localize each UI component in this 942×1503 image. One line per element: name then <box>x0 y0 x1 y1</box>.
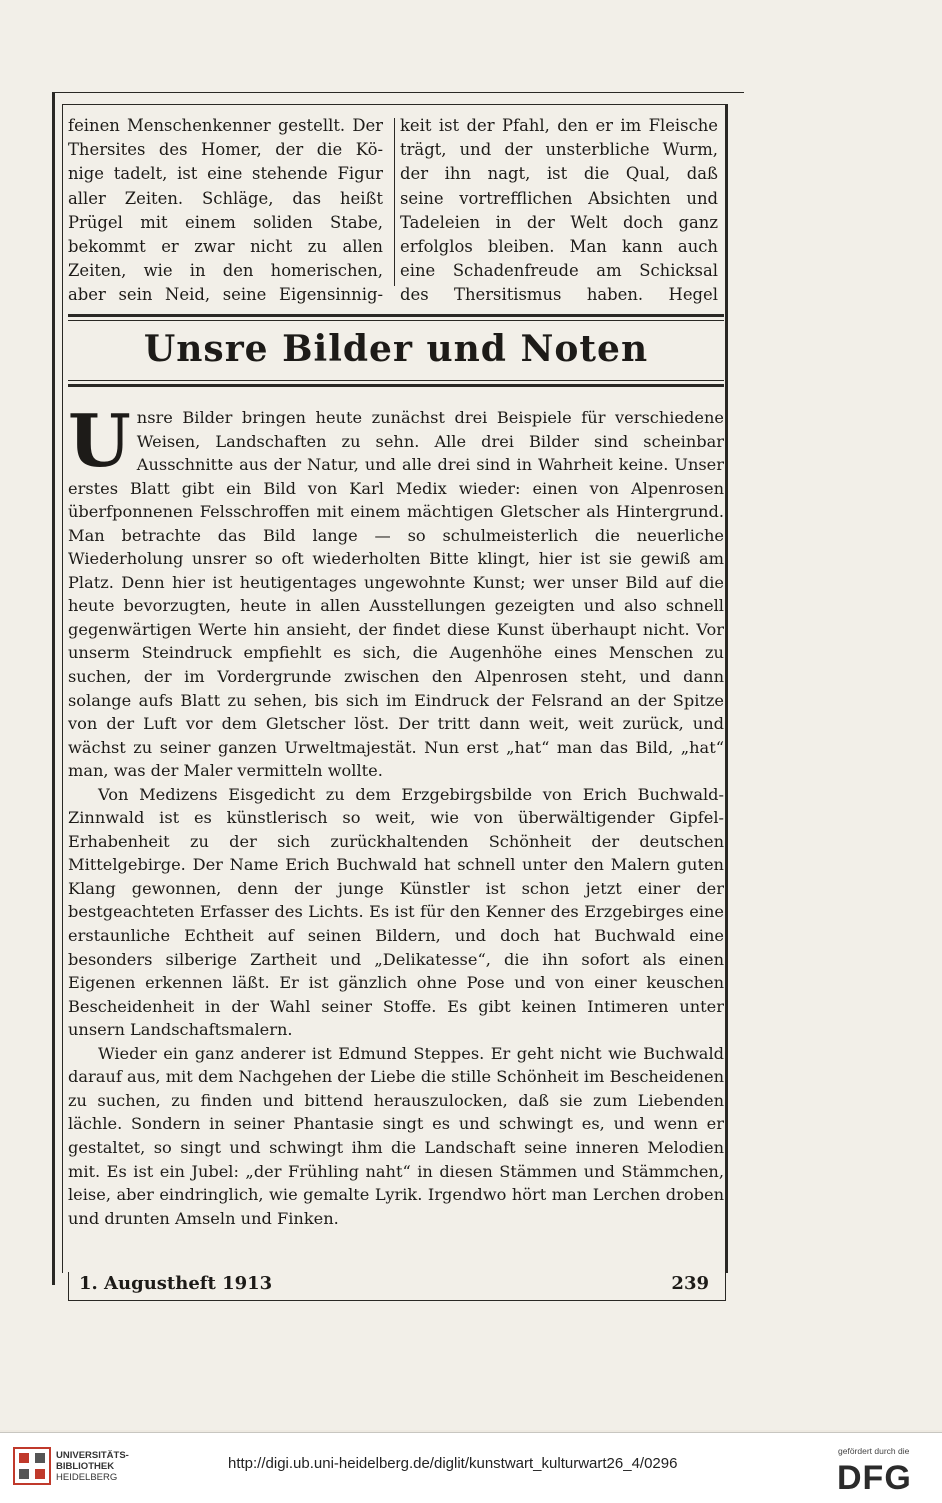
text-line: keit ist der Pfahl, den er im Fleische <box>400 116 718 135</box>
text-line: eine Schadenfreude am Schicksal <box>400 261 718 281</box>
right-column <box>400 114 718 308</box>
title-rule-thin <box>68 380 724 381</box>
text-line: aber sein Neid, seine Eigensinnig- <box>68 285 383 305</box>
text-line: Prügel mit einem soliden Stabe, <box>68 212 383 232</box>
paragraph: Von Medizens Eisgedicht zu dem Erzgebirgsbilde von Erich Buchwald-Zinnwald ist es künstlerisch so weit, wie von überwältigender Gipfel-Erhabenheit zu der sich zurückhaltenden Schönheit der deutschen Mittelgebirge. Der Name Erich Buchwald hat schnell unter den Malern guten Klang gewonnen, denn der junge Künstler ist schon jetzt einer der bestgeachteten Erfasser des Lichts. Es ist für den Kenner des Erzgebirges eine erstaunliche Echtheit auf seinen Bildern, und doch hat Buchwald eine besonders silberige Zartheit und „Delikatesse“, die ihn sofort als einen Eigenen erkennen läßt. Er ist gänzlich ohne Pose und von einer keuschen Bescheidenheit in der Wahl seiner Stoffe. Es gibt keinen Intimeren unter unsern Landschaftsmalern. <box>68 784 724 1040</box>
university-library-logo-icon <box>12 1446 52 1486</box>
column-divider <box>394 118 395 286</box>
text-line: bekommt er zwar nicht zu allen <box>68 237 383 257</box>
text-line: erfolglos bleiben. Man kann auch <box>400 237 718 257</box>
section-title: Unsre Bilder und Noten <box>143 328 649 370</box>
document-url-link[interactable]: http://digi.ub.uni-heidelberg.de/diglit/kunstwart_kulturwart26_4/0296 <box>228 1455 678 1472</box>
text-line: Thersites des Homer, der die Kö- <box>68 140 383 160</box>
text-line: des Thersitismus haben. Hegel <box>400 285 718 305</box>
top-two-column-text <box>68 114 724 304</box>
text-line: Zeiten, wie in den homerischen, <box>68 261 383 281</box>
text-line: trägt, und der unsterbliche Wurm, <box>400 140 718 160</box>
section-rule-thin <box>68 320 724 321</box>
institution-line: BIBLIOTHEK <box>56 1461 115 1472</box>
funding-label: gefördert durch die <box>838 1446 910 1456</box>
institution-line: HEIDELBERG <box>56 1472 118 1483</box>
paragraph <box>68 398 724 783</box>
institution-line: UNIVERSITÄTS- <box>56 1450 129 1461</box>
dfg-logo: DFG <box>837 1459 912 1497</box>
text-line: nige tadelt, ist eine stehende Figur <box>68 164 383 184</box>
page-number: 239 <box>671 1273 709 1294</box>
drop-cap: U <box>68 398 131 483</box>
paragraph: Wieder ein ganz anderer ist Edmund Steppes. Er geht nicht wie Buchwald darauf aus, mit dem Nachgehen der Liebe die stille Schönheit im Bescheidenen zu suchen, zu finden und bittend herauszulocken, daß sie zum Liebenden lächle. Sondern in seiner Phantasie singt es und schwingt es, und wenn er gestaltet, so singt und schwingt ihm die Landschaft seine inneren Melodien mit. Es ist ein Jubel: „der Frühling naht“ in diesen Stämmen und Stämmchen, leise, aber eindringlich, wie gemalte Lyrik. Irgendwo hört man Lerchen droben und drunten Amseln und Finken. <box>68 1043 724 1228</box>
page-footer <box>68 1272 726 1301</box>
text-line: aller Zeiten. Schläge, das heißt <box>68 188 383 208</box>
text-line: Tadeleien in der Welt doch ganz <box>400 212 718 232</box>
text-line: feinen Menschenkenner gestellt. Der <box>68 116 383 135</box>
section-rule-thick <box>68 314 724 317</box>
viewer-bar <box>0 1432 942 1503</box>
paragraph-text: nsre Bilder bringen heute zunächst drei Beispiele für verschiedene Weisen, Landschaften zu sehn. Alle drei Bilder sind scheinbar Ausschnitte aus der Natur, und alle drei sind in Wahrheit keine. Unser erstes Blatt gibt ein Bild von Karl Medix wieder: einen von Alpenrosen überfponnenen Felsschroffen mit einem mächtigen Gletscher als Hintergrund. Man betrachte das Bild lange — so schulmeisterlich die neuerliche Wiederholung unsrer so oft wiederholten Bitte klingt, hier ist sie gewiß am Platz. Denn hier ist heutigentages ungewohnte Kunst; wer unser Bild auf die heute bevorzugten, heute in allen Ausstellungen gezeigten und also schnell gegenwärtigen Werte hin ansieht, der findet diese Kunst überhaupt nicht. Vor unserm Steindruck empfiehlt es sich, die Augenhöhe eines Menschen zu suchen, der im Vordergrunde zwischen den Alpenrosen steht, und dann solange aufs Blatt zu sehen, bis sich im Eindruck der Felsrand an der Spitze von der Luft vor dem Gletscher löst. Der tritt dann weit, weit zurück, und wächst zu seiner ganzen Urweltmajestät. Nun erst „hat“ man das Bild, „hat“ man, was der Maler vermitteln wollte. <box>68 408 724 781</box>
text-line: der ihn nagt, ist die Qual, daß <box>400 164 718 184</box>
text-line: seine vortrefflichen Absichten und <box>400 188 718 208</box>
issue-label: 1. Augustheft 1913 <box>79 1273 273 1294</box>
institution-name <box>56 1450 129 1483</box>
article-body <box>68 398 724 1230</box>
title-rule-thick <box>68 384 724 387</box>
left-column <box>68 114 383 308</box>
